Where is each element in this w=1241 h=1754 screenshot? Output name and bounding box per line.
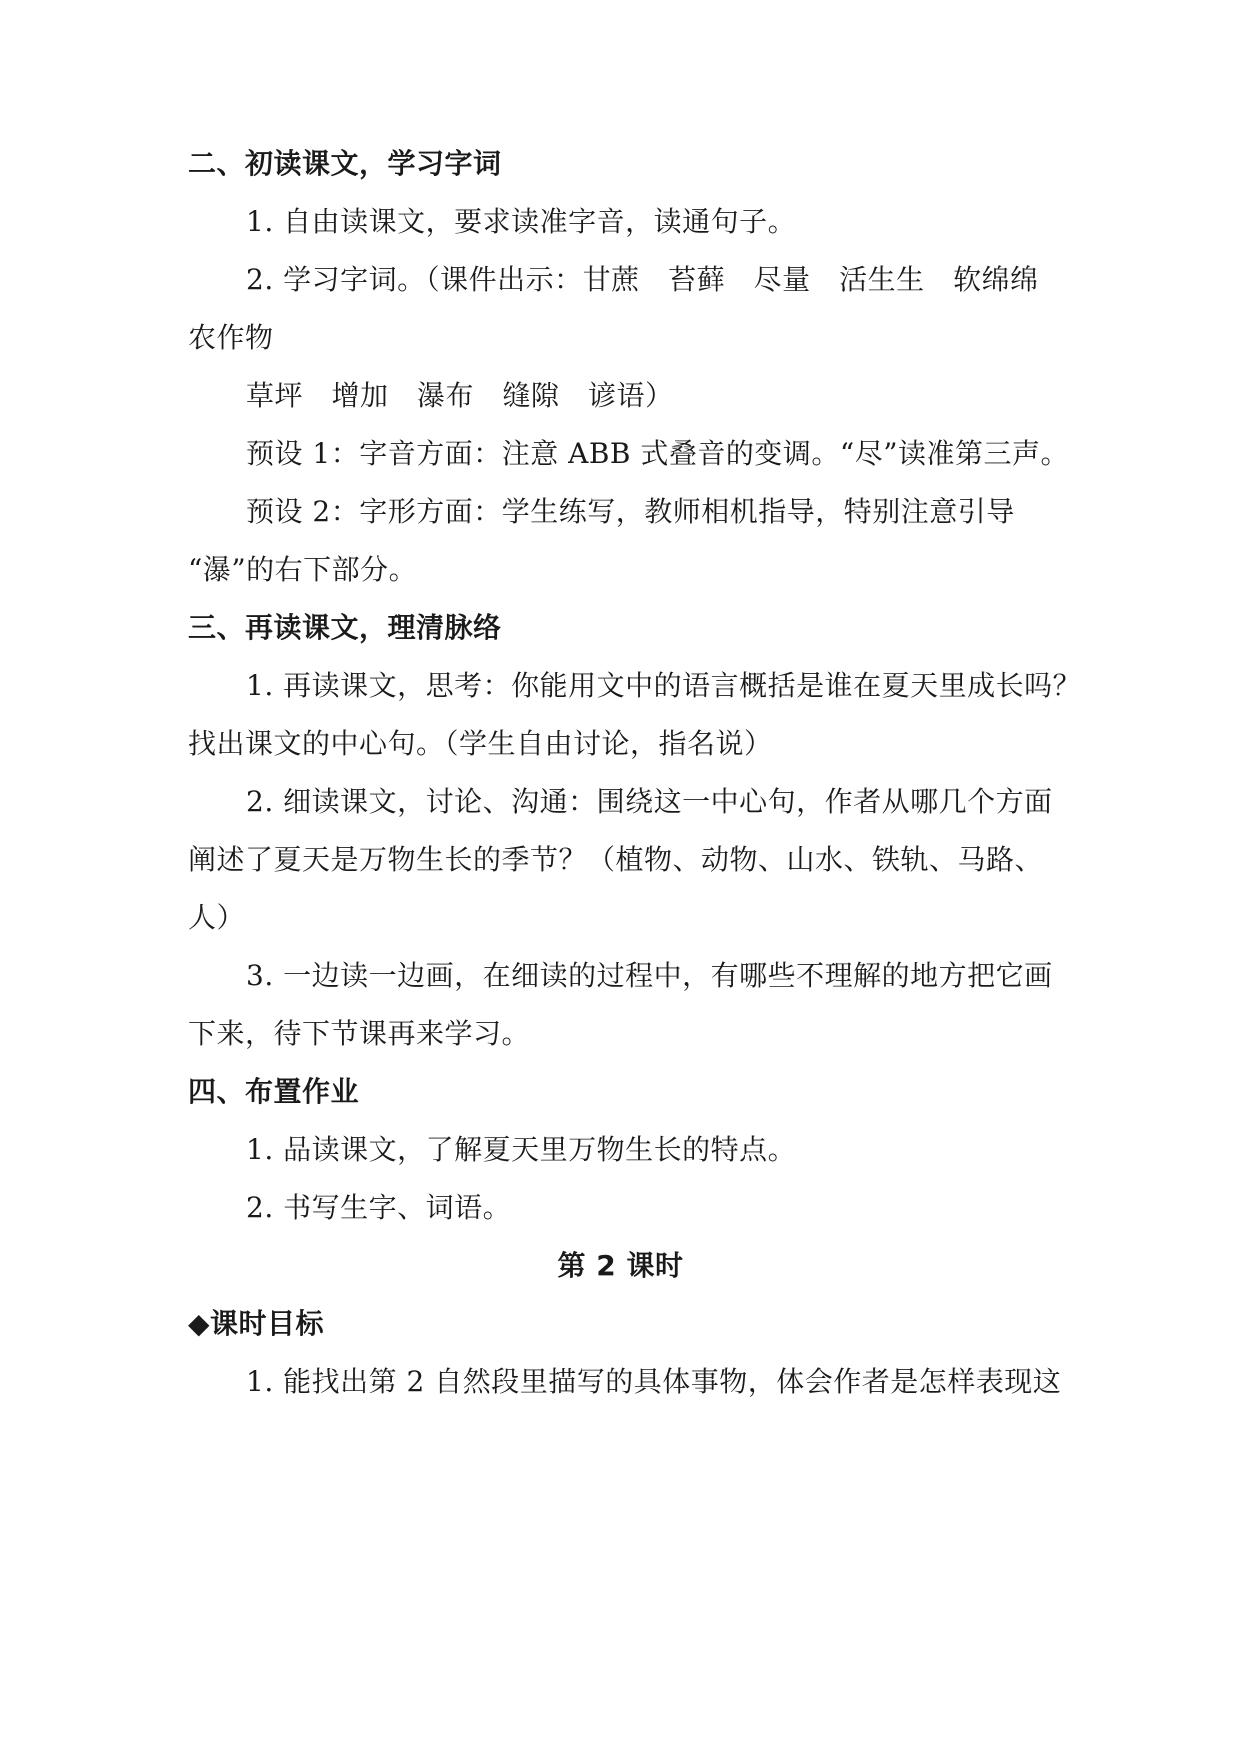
preset-2-line-1: 预设 2：字形方面：学生练写，教师相机指导，特别注意引导: [246, 495, 1015, 528]
preset-1-pronunciation: 预设 1：字音方面：注意 ABB 式叠音的变调。“尽”读准第三声。: [246, 437, 1070, 470]
section-heading-3: 三、再读课文，理清脉络: [188, 611, 502, 644]
goal-item-1-line-1: 1. 能找出第 2 自然段里描写的具体事物，体会作者是怎样表现这: [246, 1365, 1062, 1398]
paragraph-detail-line-1: 2. 细读课文，讨论、沟通：围绕这一中心句，作者从哪几个方面: [246, 785, 1053, 818]
paragraph-detail-line-3: 人）: [188, 901, 246, 934]
vocab-words-line-3: 草坪 增加 瀑布 缝隙 谚语）: [246, 379, 674, 412]
lesson-goals-heading: ◆课时目标: [188, 1307, 325, 1340]
section-heading-2: 二、初读课文，学习字词: [188, 147, 502, 180]
section-heading-4: 四、布置作业: [188, 1075, 360, 1108]
paragraph-reread-line-1: 1. 再读课文，思考：你能用文中的语言概括是谁在夏天里成长吗？: [246, 669, 1082, 702]
paragraph-reread-line-2: 找出课文的中心句。（学生自由讨论，指名说）: [188, 727, 773, 760]
paragraph-annotate-line-1: 3. 一边读一边画，在细读的过程中，有哪些不理解的地方把它画: [246, 959, 1053, 992]
paragraph-annotate-line-2: 下来，待下节课再来学习。: [188, 1017, 531, 1050]
paragraph-read-aloud: 1. 自由读课文，要求读准字音，读通句子。: [246, 205, 797, 238]
paragraph-vocab-line-1: 2. 学习字词。（课件出示：甘蔗 苔藓 尽量 活生生 软绵绵: [246, 263, 1039, 296]
preset-2-line-2: “瀑”的右下部分。: [188, 553, 418, 586]
homework-item-2: 2. 书写生字、词语。: [246, 1191, 512, 1224]
lesson-2-title: 第 2 课时: [557, 1249, 684, 1282]
paragraph-detail-line-2: 阐述了夏天是万物生长的季节？（植物、动物、山水、铁轨、马路、: [188, 843, 1044, 876]
paragraph-vocab-line-2: 农作物: [188, 321, 274, 354]
homework-item-1: 1. 品读课文，了解夏天里万物生长的特点。: [246, 1133, 797, 1166]
